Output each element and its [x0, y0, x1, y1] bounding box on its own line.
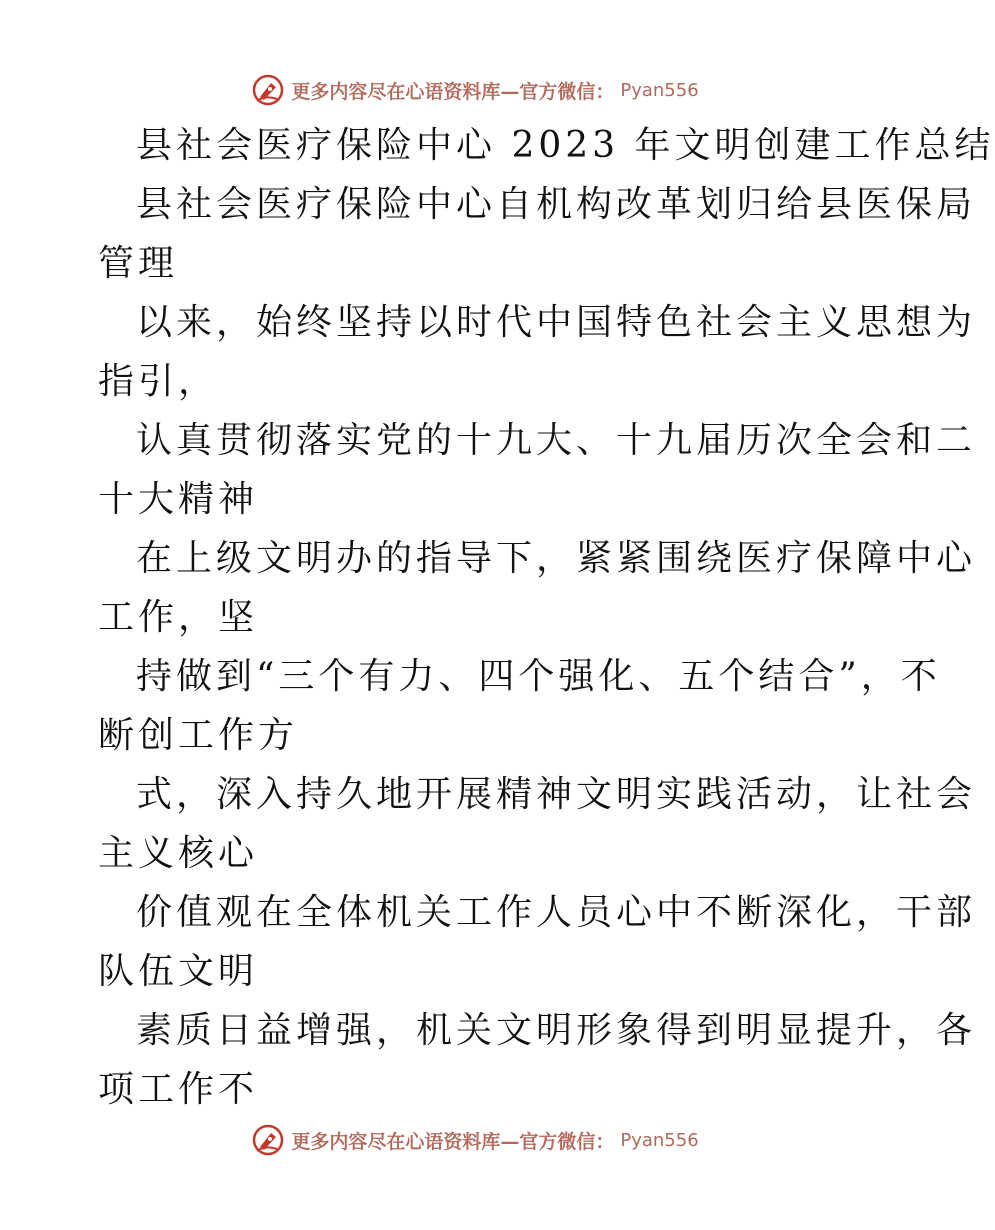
text-line: 指引，: [98, 361, 219, 402]
text-line: 县社会医疗保险中心自机构改革划归给县医保局: [136, 184, 977, 225]
pen-nib-logo-icon: [251, 73, 285, 107]
text-line: 项工作不: [98, 1069, 259, 1110]
document-title: 县社会医疗保险中心 2023 年文明创建工作总结: [136, 125, 995, 166]
text-line: 在上级文明办的指导下，紧紧围绕医疗保障中心: [136, 538, 977, 579]
banner-wechat-id: Pyan556: [620, 79, 699, 101]
text-line: 工作，坚: [98, 597, 259, 638]
text-line: 主义核心: [98, 833, 259, 874]
text-line: 素质日益增强，机关文明形象得到明显提升，各: [136, 1010, 977, 1051]
pen-nib-logo-icon: [251, 1123, 285, 1157]
text-line: 式，深入持久地开展精神文明实践活动，让社会: [136, 774, 977, 815]
text-line: 认真贯彻落实党的十九大、十九届历次全会和二: [136, 420, 977, 461]
text-line: 十大精神: [98, 479, 259, 520]
banner-text: 更多内容尽在心语资料库—官方微信：: [291, 1130, 615, 1153]
text-line: 队伍文明: [98, 951, 259, 992]
banner-text: 更多内容尽在心语资料库—官方微信：: [291, 80, 615, 103]
document-body: [98, 116, 995, 1119]
text-line: 价值观在全体机关工作人员心中不断深化，干部: [136, 892, 977, 933]
text-line: 以来，始终坚持以时代中国特色社会主义思想为: [136, 302, 977, 343]
banner-wechat-id: Pyan556: [620, 1129, 699, 1151]
text-line: 持做到“三个有力、四个强化、五个结合”，不: [136, 656, 941, 697]
footer-banner: [0, 1120, 950, 1160]
text-line: 管理: [98, 243, 179, 284]
header-banner: [0, 70, 950, 110]
text-line: 断创工作方: [98, 715, 299, 756]
